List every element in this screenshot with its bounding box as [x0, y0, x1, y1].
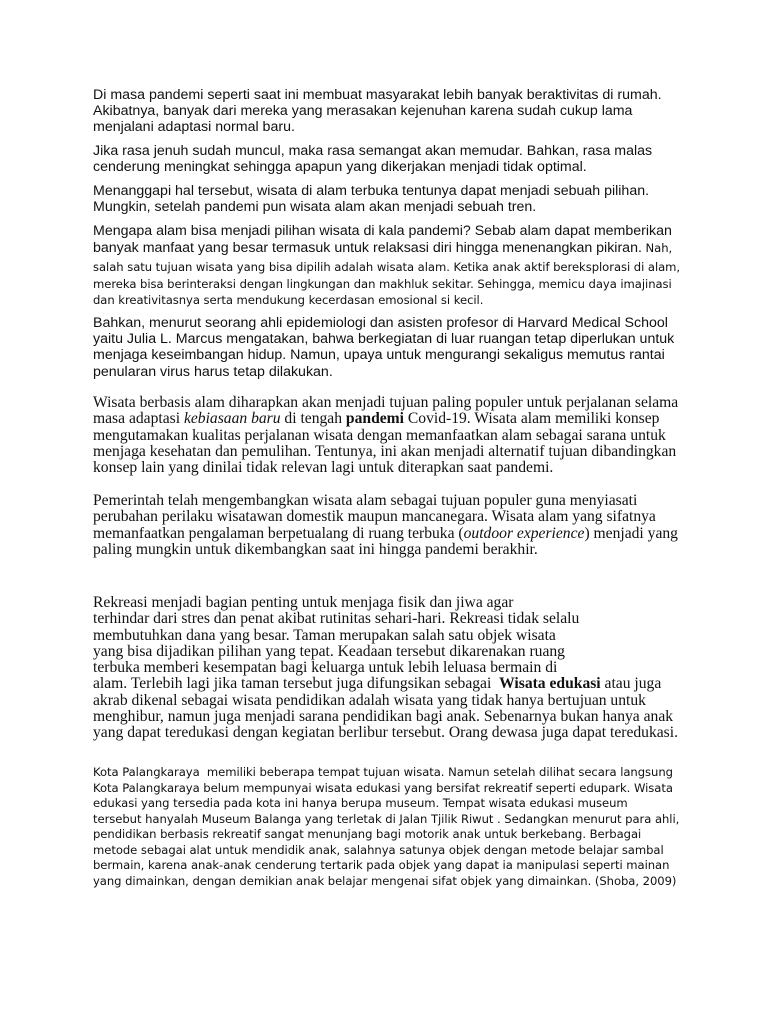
- text-line: membutuhkan dana yang besar. Taman merupakan salah satu objek wisata: [93, 626, 556, 644]
- text-segment: Covid-19. Wisata alam memiliki konsep: [403, 410, 660, 428]
- text-line: mengutamakan kualitas perjalanan wisata dengan memanfaatkan alam sebagai sarana untuk: [93, 426, 666, 444]
- paragraph-harvard-expert: [93, 315, 674, 380]
- text-segment: banyak manfaat yang besar termasuk untuk relaksasi diri hingga menenangkan pikiran.: [93, 240, 642, 257]
- text-segment: Nah,: [641, 241, 673, 256]
- text-line: Di masa pandemi seperti saat ini membuat masyarakat lebih banyak beraktivitas di rumah.: [93, 87, 662, 103]
- text-line: [93, 411, 678, 427]
- text-line: yang dimainkan, dengan demikian anak belajar mengenai sifat objek yang dimainkan. (Shoba, 2009): [93, 873, 677, 888]
- paragraph-palangkaraya: [93, 765, 679, 889]
- text-line: metode sebagai alat untuk mendidik anak, salahnya satunya objek dengan metode belajar sambal: [93, 842, 664, 857]
- italic-text: kebiasaan baru: [183, 410, 281, 428]
- paragraph-why-nature: [93, 223, 680, 309]
- text-line: Rekreasi menjadi bagian penting untuk menjaga fisik dan jiwa agar: [93, 594, 514, 611]
- text-line: yang bisa dijadikan pilihan yang tepat. Keadaan tersebut dikarenakan ruang: [93, 642, 565, 660]
- text-line: bermain, karena anak-anak cenderung tertarik pada objek yang dapat ia manipulasi seperti mainan: [93, 858, 670, 872]
- text-segment: ) menjadi yang: [584, 524, 678, 542]
- text-segment: atau juga: [600, 675, 662, 693]
- text-line: Jika rasa jenuh sudah muncul, maka rasa semangat akan memudar. Bahkan, rasa malas: [93, 143, 653, 159]
- text-line: [93, 239, 680, 257]
- text-line: Menanggapi hal tersebut, wisata di alam terbuka tentunya dapat menjadi sebuah pilihan.: [93, 183, 650, 199]
- text-line: [93, 676, 678, 692]
- paragraph-government-development: [93, 493, 678, 558]
- text-line: Akibatnya, banyak dari mereka yang merasakan kejenuhan karena sudah cukup lama: [93, 103, 633, 120]
- italic-text: outdoor experience: [463, 524, 585, 542]
- text-line: konsep lain yang dinilai tidak relevan lagi untuk diterapkan saat pandemi.: [93, 459, 554, 477]
- text-line: dan kreativitasnya serta mendukung kecerdasan emosional si kecil.: [93, 293, 484, 308]
- text-line: mereka bisa berinteraksi dengan lingkungan dan makhluk sekitar. Sehingga, memicu daya imajinasi: [93, 276, 672, 291]
- text-line: menjalani adaptasi normal baru.: [93, 119, 295, 136]
- text-line: Kota Palangkaraya memiliki beberapa tempat tujuan wisata. Namun setelah dilihat secara langsung: [93, 765, 673, 779]
- text-line: perubahan perilaku wisatawan domestik maupun mancanegara. Wisata alam yang sifatnya: [93, 508, 656, 526]
- text-line: yang dapat teredukasi dengan kegiatan berlibur tersebut. Orang dewasa juga dapat teredukasi.: [93, 724, 678, 742]
- paragraph-recreation: [93, 595, 678, 742]
- text-line: Mungkin, setelah pandemi pun wisata alam akan menjadi sebuah tren.: [93, 199, 537, 216]
- text-line: Mengapa alam bisa menjadi pilihan wisata di kala pandemi? Sebab alam dapat memberikan: [93, 223, 672, 239]
- text-line: Wisata berbasis alam diharapkan akan menjadi tujuan paling populer untuk perjalanan selama: [93, 394, 679, 411]
- text-line: salah satu tujuan wisata yang bisa dipilih adalah wisata alam. Ketika anak aktif bereksplorasi di alam,: [93, 260, 681, 275]
- text-line: Kota Palangkaraya belum mempunyai wisata edukasi yang bersifat rekreatif seperti edupark. Wisata: [93, 780, 673, 795]
- text-line: akrab dikenal sebagai wisata pendidikan adalah wisata yang tidak hanya bertujuan untuk: [93, 691, 646, 709]
- text-segment: di tengah: [280, 410, 346, 428]
- text-segment: alam. Terlebih lagi jika taman tersebut juga difungsikan sebagai: [93, 675, 500, 693]
- paragraph-nature-based-tourism: [93, 395, 678, 476]
- text-line: menghibur, namun juga menjadi sarana pendidikan bagi anak. Sebenarnya bukan hanya anak: [93, 708, 674, 726]
- text-line: pendidikan berbasis rekreatif sangat menunjang bagi motorik anak untuk berkebang. Berbagai: [93, 827, 642, 841]
- text-line: yaitu Julia L. Marcus mengatakan, bahwa berkegiatan di luar ruangan tetap diperlukan untuk: [93, 331, 675, 348]
- paragraph-pandemic-activity: [93, 87, 662, 136]
- paragraph-boredom: [93, 143, 652, 175]
- text-line: terhindar dari stres dan penat akibat rutinitas sehari-hari. Rekreasi tidak selalu: [93, 610, 580, 628]
- text-line: menjaga keseimbangan hidup. Namun, upaya untuk mengurangi sekaligus memutus rantai: [93, 347, 665, 364]
- bold-text: Wisata edukasi: [499, 675, 601, 693]
- text-line: edukasi yang tersedia pada kota ini hanya berupa museum. Tempat wisata edukasi museum: [93, 796, 628, 810]
- text-segment: memanfaatkan pengalaman berpetualang di ruang terbuka (: [93, 524, 464, 542]
- text-line: cenderung meningkat sehingga apapun yang dikerjakan menjadi tidak optimal.: [93, 159, 587, 176]
- text-line: [93, 526, 678, 542]
- text-line: tersebut hanyalah Museum Balanga yang terletak di Jalan Tjilik Riwut . Sedangkan menurut para ahli,: [93, 811, 680, 826]
- text-line: menjaga kesehatan dan pemulihan. Tentunya, ini akan menjadi alternatif tujuan dibandingkan: [93, 442, 677, 460]
- paragraph-nature-tourism-choice: [93, 183, 649, 215]
- text-line: terbuka memberi kesempatan bagi keluarga untuk lebih leluasa bermain di: [93, 659, 558, 677]
- text-line: paling mungkin untuk dikembangkan saat ini hingga pandemi berakhir.: [93, 540, 538, 558]
- text-line: Pemerintah telah mengembangkan wisata alam sebagai tujuan populer guna menyiasati: [93, 492, 638, 509]
- text-segment: masa adaptasi: [93, 410, 184, 428]
- text-line: Bahkan, menurut seorang ahli epidemiologi dan asisten profesor di Harvard Medical School: [93, 315, 668, 331]
- bold-text: pandemi: [345, 410, 404, 428]
- text-line: penularan virus harus tetap dilakukan.: [93, 363, 333, 380]
